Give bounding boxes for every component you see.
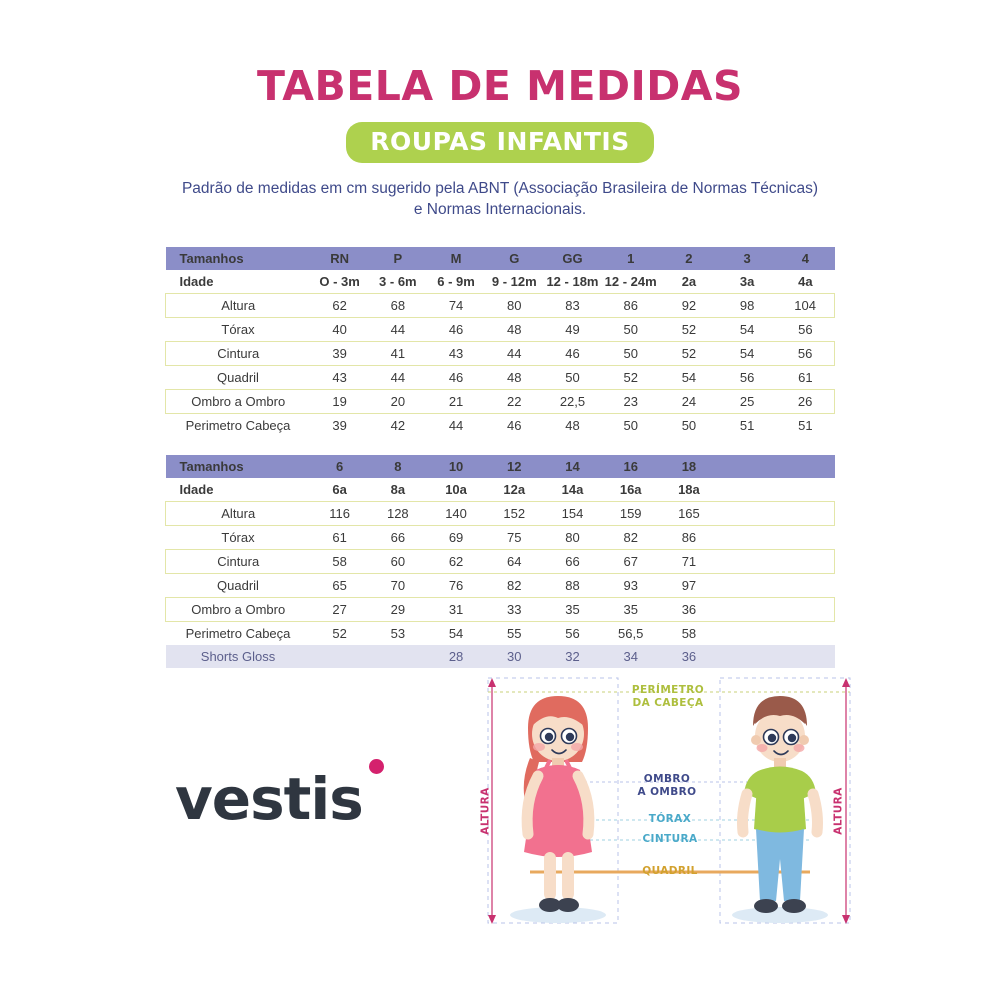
row-value: [776, 501, 834, 525]
row-value: 8a: [390, 481, 406, 497]
row-value: 98: [718, 293, 776, 317]
row-value: 33: [485, 597, 543, 621]
row-value: 32: [543, 645, 601, 668]
row-value: 54: [718, 341, 776, 365]
row-value: 49: [565, 321, 580, 337]
label-torax: TÓRAX: [648, 813, 692, 825]
row-label: Altura: [166, 293, 311, 317]
row-value: 44: [448, 417, 464, 433]
table-header-size: [776, 455, 834, 478]
row-value: 56,5: [618, 625, 644, 641]
row-value: 50: [623, 321, 638, 337]
row-value: 30: [485, 645, 543, 668]
table-row: [166, 270, 835, 294]
label-cintura: CINTURA: [642, 833, 698, 845]
table-header-size: G: [485, 247, 543, 270]
row-value: 52: [660, 341, 718, 365]
boy-figure: [743, 696, 818, 913]
row-value: 52: [681, 321, 697, 337]
row-value: 6 - 9m: [437, 273, 475, 289]
row-value: 97: [681, 577, 697, 593]
row-value: 20: [369, 389, 427, 413]
row-value: 3a: [739, 273, 755, 289]
table-header-size: 10: [427, 455, 485, 478]
row-value: 50: [681, 417, 697, 433]
row-value: 50: [623, 417, 638, 433]
row-value: 86: [602, 293, 660, 317]
row-value: 27: [311, 597, 369, 621]
row-value: [776, 525, 834, 549]
table-header-size: 8: [369, 455, 427, 478]
row-value: 58: [311, 549, 369, 573]
label-altura-left: ALTURA: [479, 787, 492, 835]
row-value: 22: [485, 389, 543, 413]
row-value: [718, 549, 776, 573]
row-value: 70: [390, 577, 406, 593]
row-value: 66: [543, 549, 601, 573]
row-value: [776, 478, 834, 502]
row-value: 39: [311, 341, 369, 365]
row-value: 42: [390, 417, 406, 433]
table-row: [166, 621, 835, 645]
row-value: 60: [369, 549, 427, 573]
row-value: 39: [332, 417, 347, 433]
row-value: 80: [485, 293, 543, 317]
row-value: [718, 501, 776, 525]
row-value: 66: [390, 529, 406, 545]
row-value: 46: [507, 417, 522, 433]
row-value: 3 - 6m: [379, 273, 417, 289]
row-value: 46: [543, 341, 601, 365]
row-value: 9 - 12m: [491, 273, 537, 289]
table-header-row: [166, 455, 835, 478]
table-header-size: [718, 455, 776, 478]
measurements-table-2: [165, 455, 835, 668]
row-value: O - 3m: [319, 273, 360, 289]
table-row: [166, 501, 835, 525]
row-label: Altura: [166, 501, 311, 525]
page-subtitle: ROUPAS INFANTIS: [346, 122, 653, 163]
row-value: 82: [623, 529, 638, 545]
row-value: 86: [681, 529, 697, 545]
brand-dot-icon: [369, 759, 384, 774]
row-value: 46: [448, 321, 464, 337]
row-value: [718, 621, 776, 645]
row-value: 43: [427, 341, 485, 365]
row-label: Shorts Gloss: [166, 645, 311, 668]
row-value: [718, 573, 776, 597]
table-header-row: [166, 247, 835, 270]
row-value: 92: [660, 293, 718, 317]
label-quadril: QUADRIL: [642, 865, 698, 877]
row-value: 12 - 24m: [604, 273, 657, 289]
row-value: 2a: [681, 273, 697, 289]
row-value: 50: [565, 369, 580, 385]
row-value: 140: [427, 501, 485, 525]
row-value: 83: [543, 293, 601, 317]
row-value: 16a: [619, 481, 642, 497]
row-value: 35: [602, 597, 660, 621]
row-value: 128: [369, 501, 427, 525]
table-row: [166, 413, 835, 437]
row-value: 51: [739, 417, 755, 433]
table-header-size: 12: [485, 455, 543, 478]
row-value: [776, 549, 834, 573]
table-header-size: 1: [602, 247, 660, 270]
row-value: 62: [311, 293, 369, 317]
row-value: 36: [660, 597, 718, 621]
row-value: 159: [602, 501, 660, 525]
row-value: 25: [718, 389, 776, 413]
row-label: Perimetro Cabeça: [185, 417, 291, 433]
row-value: [718, 597, 776, 621]
header: [0, 0, 1000, 221]
row-label: Ombro a Ombro: [166, 389, 311, 413]
kids-illustration-svg: [470, 670, 870, 940]
table-header-label: Tamanhos: [166, 247, 311, 270]
row-value: 62: [427, 549, 485, 573]
row-value: 48: [565, 417, 580, 433]
row-value: [718, 478, 776, 502]
measurement-diagram: [470, 670, 870, 940]
row-value: 61: [798, 369, 813, 385]
row-value: 12a: [503, 481, 526, 497]
row-value: 41: [369, 341, 427, 365]
table-header-size: 14: [543, 455, 601, 478]
row-label: Idade: [179, 273, 214, 289]
table-kids-sizes: [165, 455, 835, 668]
row-value: 48: [507, 369, 522, 385]
footer-area: [0, 660, 1000, 1000]
row-value: 12 - 18m: [546, 273, 599, 289]
row-value: 52: [623, 369, 638, 385]
table-row: [166, 317, 835, 341]
brand-name-part1: vest: [175, 765, 311, 833]
row-value: 10a: [445, 481, 467, 497]
table-header-size: 18: [660, 455, 718, 478]
label-ombro-a-ombro: OMBRO A OMBRO: [637, 773, 697, 799]
row-label: Tórax: [221, 321, 255, 337]
table-header-size: M: [427, 247, 485, 270]
table-header-size: GG: [543, 247, 601, 270]
row-value: [776, 573, 834, 597]
row-value: 67: [602, 549, 660, 573]
row-value: 35: [543, 597, 601, 621]
row-value: 116: [311, 501, 369, 525]
brand-logo: [175, 765, 363, 833]
row-label: Cintura: [166, 549, 311, 573]
row-value: 154: [543, 501, 601, 525]
table-row: [166, 525, 835, 549]
row-value: 74: [427, 293, 485, 317]
row-value: 76: [448, 577, 464, 593]
row-label: Quadril: [217, 577, 259, 593]
girl-figure: [524, 696, 592, 912]
row-value: 54: [681, 369, 697, 385]
table-row: [166, 573, 835, 597]
row-value: [718, 525, 776, 549]
table-header-size: P: [369, 247, 427, 270]
row-value: 43: [332, 369, 347, 385]
table-header-size: RN: [311, 247, 369, 270]
row-label: Cintura: [166, 341, 311, 365]
row-value: 104: [776, 293, 834, 317]
row-value: 93: [623, 577, 638, 593]
row-value: 53: [390, 625, 406, 641]
row-value: 64: [485, 549, 543, 573]
table-baby-sizes: [165, 247, 835, 437]
row-label: Ombro a Ombro: [166, 597, 311, 621]
table-row: [166, 365, 835, 389]
table-row: [166, 549, 835, 573]
measurements-table-1: [165, 247, 835, 437]
row-value: 75: [507, 529, 522, 545]
row-value: 165: [660, 501, 718, 525]
row-value: 69: [448, 529, 464, 545]
row-value: 48: [507, 321, 522, 337]
brand-name-part2: is: [310, 765, 363, 833]
table-header-size: 3: [718, 247, 776, 270]
row-value: 58: [681, 625, 697, 641]
label-altura-right: ALTURA: [832, 787, 845, 835]
row-value: 19: [311, 389, 369, 413]
table-header-size: 4: [776, 247, 834, 270]
row-value: [776, 621, 834, 645]
row-value: 46: [448, 369, 464, 385]
table-row: [166, 478, 835, 502]
table-header-label: Tamanhos: [166, 455, 311, 478]
row-value: 22,5: [543, 389, 601, 413]
row-value: 44: [390, 369, 406, 385]
table-row: [166, 597, 835, 621]
row-value: 14a: [561, 481, 584, 497]
row-value: 82: [507, 577, 522, 593]
row-value: 56: [739, 369, 755, 385]
table-header-size: 2: [660, 247, 718, 270]
row-value: 55: [507, 625, 522, 641]
row-value: 71: [660, 549, 718, 573]
row-value: 23: [602, 389, 660, 413]
row-value: 44: [485, 341, 543, 365]
row-value: 6a: [332, 481, 347, 497]
row-value: 4a: [798, 273, 813, 289]
label-perimetro-cabeca: PERÍMETRO DA CABEÇA: [631, 684, 705, 710]
row-value: 65: [332, 577, 347, 593]
subtitle-container: [0, 122, 1000, 163]
row-value: 29: [369, 597, 427, 621]
row-value: 26: [776, 389, 834, 413]
row-value: 50: [602, 341, 660, 365]
row-label: Idade: [179, 481, 214, 497]
row-value: 56: [798, 321, 813, 337]
row-value: 152: [485, 501, 543, 525]
row-value: 88: [565, 577, 580, 593]
row-value: 51: [798, 417, 813, 433]
row-value: 56: [776, 341, 834, 365]
row-value: [776, 597, 834, 621]
page-title: TABELA DE MEDIDAS: [256, 62, 744, 110]
row-value: 56: [565, 625, 580, 641]
table-row: [166, 389, 835, 413]
page-description: Padrão de medidas em cm sugerido pela ABNT (Associação Brasileira de Normas Técnicas) e Normas Internacionais.: [181, 180, 819, 218]
table-header-size: 6: [311, 455, 369, 478]
row-value: 40: [332, 321, 347, 337]
row-value: 34: [602, 645, 660, 668]
row-value: 18a: [678, 481, 700, 497]
row-value: 28: [427, 645, 485, 668]
row-label: Quadril: [217, 369, 259, 385]
row-value: 54: [739, 321, 755, 337]
table-row: [166, 341, 835, 365]
row-value: 44: [390, 321, 406, 337]
row-value: 80: [565, 529, 580, 545]
row-value: 52: [332, 625, 347, 641]
row-value: 54: [448, 625, 464, 641]
table-header-size: 16: [602, 455, 660, 478]
row-label: Tórax: [221, 529, 255, 545]
row-label: Perimetro Cabeça: [185, 625, 291, 641]
row-value: 68: [369, 293, 427, 317]
row-value: 24: [660, 389, 718, 413]
row-value: 21: [427, 389, 485, 413]
row-value: 31: [427, 597, 485, 621]
table-row: [166, 293, 835, 317]
row-value: 36: [660, 645, 718, 668]
row-value: 61: [332, 529, 347, 545]
